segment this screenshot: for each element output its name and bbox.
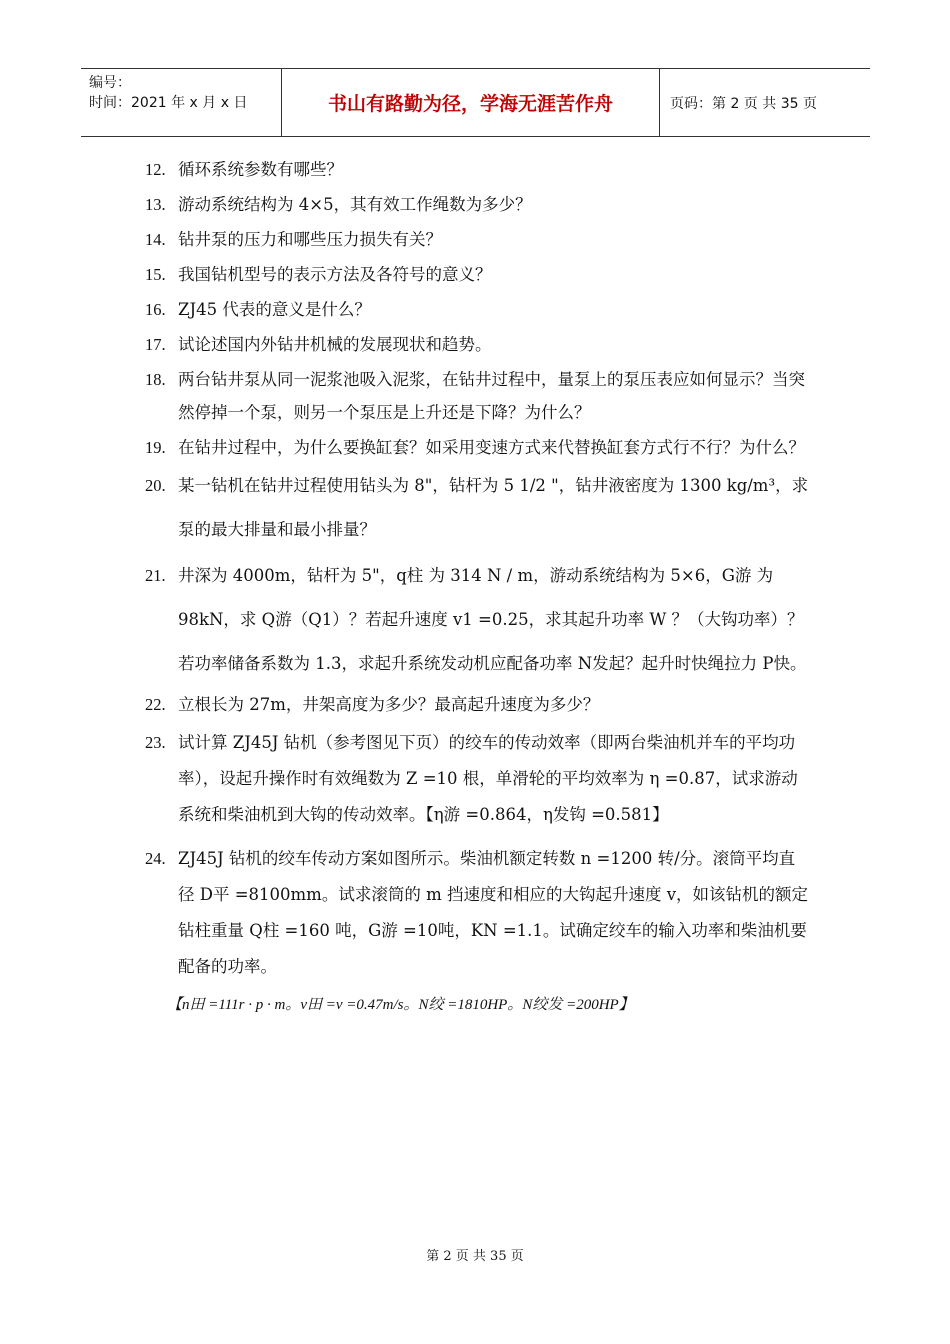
question-12: 12. 循环系统参数有哪些？ [145, 160, 343, 179]
question-19: 19. 在钻井过程中，为什么要换缸套？如采用变速方式来代替换缸套方式行不行？为什么？ [145, 438, 805, 457]
question-list [145, 153, 810, 1022]
header-motto: 书山有路勤为径，学海无涯苦作舟 [282, 69, 660, 136]
question-13: 13. 游动系统结构为 4×5，其有效工作绳数为多少？ [145, 195, 532, 214]
question-24: 24. ZJ45J 钻机的绞车传动方案如图所示。柴油机额定转数 n =1200 转/分。滚筒平均直径 D平 =8100mm。试求滚筒的 m 挡速度和相应的大钩起升速度 v，如该钻机的额定钻柱重量 Q柱 =160 吨，G游 =10吨，KN =1.1。试确定绞车的输入功率和柴油机要配备的功率。 [145, 849, 809, 976]
header-left-cell [81, 69, 282, 136]
header-table [81, 68, 870, 137]
question-22: 22. 立根长为 27m，井架高度为多少？最高起升速度为多少？ [145, 695, 600, 714]
question-17: 17. 试论述国内外钻井机械的发展现状和趋势。 [145, 335, 492, 354]
date-label: 时间：2021 年 x 月 x 日 [89, 95, 248, 111]
page-number-label: 页码：第 2 页 共 35 页 [670, 95, 817, 112]
question-23: 23. 试计算 ZJ45J 钻机（参考图见下页）的绞车的传动效率（即两台柴油机并车的平均功率），设起升操作时有效绳数为 Z =10 根，单滑轮的平均效率为 η =0.87，试求游动系统和柴油机到大钩的传动效率。【η游 =0.864，η发钩 =0.581】 [145, 733, 798, 824]
question-20: 20. 某一钻机在钻井过程使用钻头为 8"，钻杆为 5 1/2 "，钻井液密度为 1300 kg/m³，求泵的最大排量和最小排量？ [145, 476, 809, 539]
question-21: 21. 井深为 4000m，钻杆为 5"，q柱 为 314 N / m，游动系统结构为 5×6，G游 为 98kN，求 Q游（Q1）？若起升速度 v1 =0.25，求其起升功率 W ？（大钩功率）？若功率储备系数为 1.3，求起升系统发动机应配备功率 N发起？起升时快绳拉力 P快。 [145, 566, 807, 673]
question-14: 14. 钻井泵的压力和哪些压力损失有关？ [145, 230, 442, 249]
question-16: 16. ZJ45 代表的意义是什么？ [145, 300, 371, 319]
answer-24: 【n田 =111r · p · m。v田 =v =0.47m/s。N绞 =1810HP。N绞发 =200HP】 [167, 997, 634, 1013]
id-label: 编号： [89, 75, 131, 91]
question-18: 18. 两台钻井泵从同一泥浆池吸入泥浆，在钻井过程中，量泵上的泵压表应如何显示？当突然停掉一个泵，则另一个泵压是上升还是下降？为什么？ [145, 370, 805, 422]
question-15: 15. 我国钻机型号的表示方法及各符号的意义？ [145, 265, 492, 284]
page-footer: 第 2 页 共 35 页 [426, 1249, 524, 1264]
